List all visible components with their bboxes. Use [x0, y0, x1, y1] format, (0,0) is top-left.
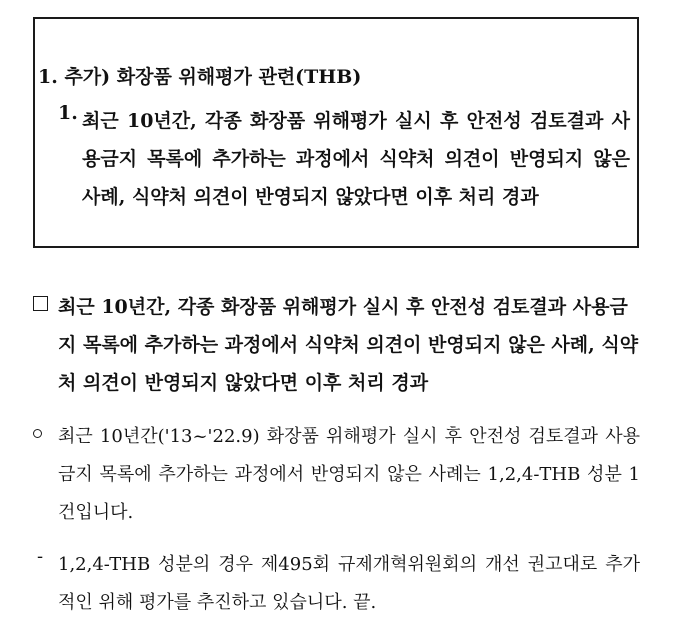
summary-text: 최근 10년간, 각종 화장품 위해평가 실시 후 안전성 검토결과 사용금지 목록에 추가하는 과정에서 식약처 의견이 반영되지 않은 사례, 식약처 의견이 반영되지 않았다면 이후 처리 경과 [58, 296, 639, 394]
note-text: 1,2,4-THB 성분의 경우 제495회 규제개혁위원회의 개선 권고대로 추가적인 위해 평가를 추진하고 있습니다. 끝. [58, 554, 640, 613]
answer-text: 최근 10년간('13~'22.9) 화장품 위해평가 실시 후 안전성 검토결과 사용금지 목록에 추가하는 과정에서 반영되지 않은 사례는 1,2,4-THB 성분 1건입니다. [58, 426, 640, 523]
question-title: 1. 추가) 화장품 위해평가 관련(THB) [38, 66, 362, 88]
question-number: 1. [58, 102, 78, 124]
checkbox-icon [33, 296, 48, 311]
question-text: 최근 10년간, 각종 화장품 위해평가 실시 후 안전성 검토결과 사용금지 목록에 추가하는 과정에서 식약처 의견이 반영되지 않은 사례, 식약처 의견이 반영되지 않았다면 이후 처리 경과 [82, 110, 630, 208]
circle-bullet-icon [33, 429, 42, 438]
dash-bullet: - [37, 546, 44, 567]
